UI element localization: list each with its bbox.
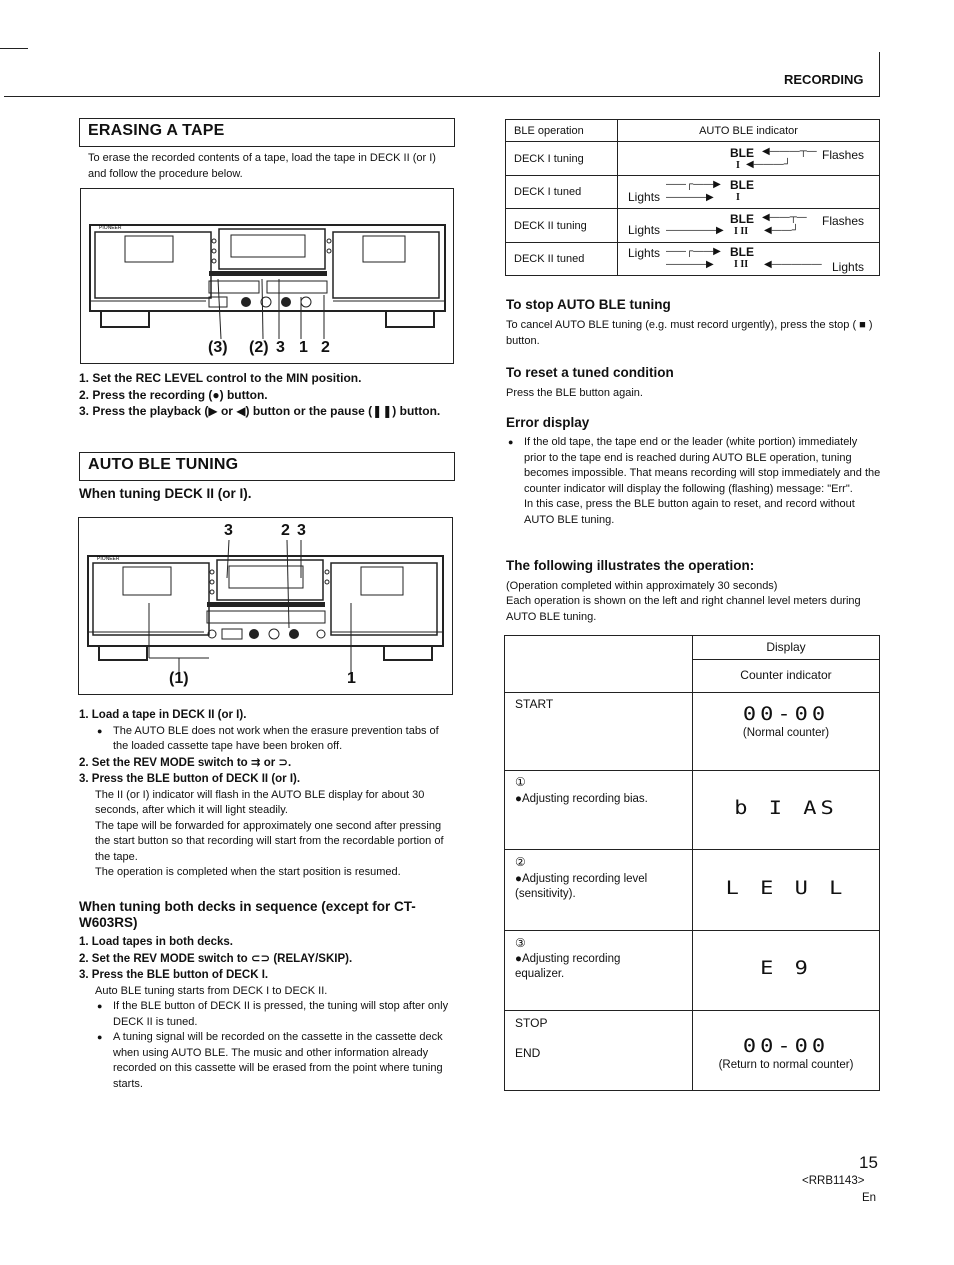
error-text-2: In this case, press the BLE button again to reset, and record without AUTO BLE tuning. xyxy=(524,498,855,526)
autoble-callout-1: 3 xyxy=(224,522,233,539)
ble-right-label: Flashes xyxy=(822,214,865,228)
erasing-steps xyxy=(79,370,459,420)
ble-word: BLE xyxy=(730,212,754,226)
ble-row-op: DECK I tuned xyxy=(506,176,618,209)
autoble-callout-4: (1) xyxy=(169,670,189,687)
autoble-title: AUTO BLE TUNING xyxy=(88,456,239,473)
autoble-step-3-text: The II (or I) indicator will flash in the AUTO BLE display for about 30 seconds, after which it will light steadily. xyxy=(95,788,425,816)
counter-segment-display: E 9 xyxy=(760,957,812,980)
operation-head-divider xyxy=(692,659,879,660)
counter-note: (Normal counter) xyxy=(742,727,830,739)
erasing-intro: To erase the recorded contents of a tape, load the tape in DECK II (or I) and follow the procedure below. xyxy=(88,152,436,180)
operation-row-1-desc: ●Adjusting recording bias. xyxy=(515,793,648,805)
both-step-2: 2. Set the REV MODE switch to ⊂⊃ (RELAY/SKIP). xyxy=(79,952,353,965)
ble-row xyxy=(506,176,880,209)
both-step-3: 3. Press the BLE button of DECK I. xyxy=(79,969,269,981)
autoble-callout-5: 1 xyxy=(347,670,356,687)
reset-text: Press the BLE button again. xyxy=(506,387,643,399)
ble-row-op: DECK II tuned xyxy=(506,243,618,276)
ble-arrow-icon: ————▶ xyxy=(666,259,714,270)
operation-title: The following illustrates the operation: xyxy=(506,558,755,573)
header-vertical-rule xyxy=(879,52,880,97)
autoble-subhead-1: When tuning DECK II (or I). xyxy=(79,486,252,501)
error-title: Error display xyxy=(506,415,590,430)
operation-head-display: Display xyxy=(766,640,806,654)
operation-row-start-display xyxy=(693,702,879,739)
counter-segment-display: 00-00 xyxy=(742,703,830,726)
autoble-callout-3: 3 xyxy=(297,522,306,539)
operation-row-end-label: END xyxy=(515,1046,541,1060)
diagram-brand: PIONEER xyxy=(99,225,122,231)
ble-right-label: Lights xyxy=(832,260,865,274)
erasing-diagram xyxy=(80,188,454,364)
operation-line-2: Each operation is shown on the left and right channel level meters during AUTO BLE tuning. xyxy=(506,595,861,623)
ble-deck: I II xyxy=(734,226,749,237)
operation-row-2-label: ② xyxy=(515,855,526,869)
autoble-step-1: 1. Load a tape in DECK II (or I). xyxy=(79,709,247,721)
ble-right-label: Flashes xyxy=(822,148,865,162)
operation-row-start-label: START xyxy=(515,697,554,711)
operation-row-3-desc: ●Adjusting recording equalizer. xyxy=(515,953,621,980)
ble-left-label: Lights xyxy=(628,246,661,260)
diagram-brand-2: PIONEER xyxy=(97,556,120,562)
erasing-step-2: 2. Press the recording (●) button. xyxy=(79,387,268,402)
operation-row-2-display xyxy=(693,876,879,901)
ble-arrow-icon: ——┌——▶ xyxy=(666,246,721,257)
operation-row-rule xyxy=(505,1010,879,1011)
operation-row-rule xyxy=(505,930,879,931)
ble-arrow-icon: ◀———┬— xyxy=(762,146,817,157)
erasing-title: ERASING A TAPE xyxy=(88,122,225,139)
language-code: En xyxy=(862,1192,877,1204)
ble-head-operation: BLE operation xyxy=(506,120,618,142)
counter-note: (Return to normal counter) xyxy=(718,1059,854,1071)
counter-segment-display: L E U L xyxy=(725,877,847,900)
ble-row xyxy=(506,142,880,176)
erasing-callout-4: 1 xyxy=(299,339,308,356)
autoble-step-3-text-2: The tape will be forwarded for approximately one second after pressing the start button so that recording will start from the recordable portion of the tape. xyxy=(95,819,444,863)
ble-row-ind xyxy=(618,142,880,176)
both-step-3-bullet-2: ● A tuning signal will be recorded on the cassette in the cassette deck when using AUTO BLE. The music and other information already recorded on this cassette will be erased from the point where tuning starts. xyxy=(95,1030,455,1092)
stop-title: To stop AUTO BLE tuning xyxy=(506,297,671,312)
ble-row-ind xyxy=(618,176,880,209)
operation-row-2-desc: ●Adjusting recording level (sensitivity). xyxy=(515,873,648,900)
counter-segment-display: 00-00 xyxy=(742,1035,830,1058)
ble-left-label: Lights xyxy=(628,190,661,204)
error-body xyxy=(506,435,882,528)
reset-title: To reset a tuned condition xyxy=(506,365,674,380)
erasing-callout-5: 2 xyxy=(321,339,330,356)
ble-arrow-icon: ◀——┘ xyxy=(764,225,799,236)
operation-row-stop-display xyxy=(693,1034,879,1071)
ble-row xyxy=(506,243,880,276)
autoble-step-3: 3. Press the BLE button of DECK II (or I). xyxy=(79,773,301,785)
ble-arrow-icon: ◀——┬— xyxy=(762,212,807,223)
header-section-label: RECORDING xyxy=(784,72,864,87)
ble-word: BLE xyxy=(730,146,754,160)
stop-text: To cancel AUTO BLE tuning (e.g. must record urgently), press the stop ( ■ ) button. xyxy=(506,319,873,347)
operation-line-1: (Operation completed within approximately 30 seconds) xyxy=(506,580,778,592)
operation-table xyxy=(504,635,880,1091)
operation-row-1-label: ① xyxy=(515,775,526,789)
autoble-steps xyxy=(79,707,455,881)
autoble-title-underline xyxy=(79,480,454,481)
both-step-3-text: Auto BLE tuning starts from DECK I to DECK II. xyxy=(95,984,328,997)
error-bullet: ● If the old tape, the tape end or the leader (white portion) immediately prior to the tape end is reached during AUTO BLE operation, tuning becomes impossible. That means recording will stop immediately and the counter indicator will display the following (flashing) message: "Err". xyxy=(506,435,882,497)
cassette-deck-illustration-2 xyxy=(79,518,452,694)
header-rule-top-left xyxy=(0,48,28,49)
ble-row-ind xyxy=(618,243,880,276)
ble-row xyxy=(506,209,880,243)
operation-row-3-label: ③ xyxy=(515,936,526,950)
ble-arrow-icon: ————▶ xyxy=(666,192,714,203)
erasing-step-1: 1. Set the REC LEVEL control to the MIN position. xyxy=(79,371,362,385)
ble-arrow-icon: ◀————— xyxy=(764,259,822,270)
erasing-callout-2: (2) xyxy=(249,339,269,356)
autoble-subhead-2: When tuning both decks in sequence (except for CT-W603RS) xyxy=(79,899,416,930)
header-rule xyxy=(4,96,880,97)
ble-row-ind xyxy=(618,209,880,243)
autoble-both-steps xyxy=(79,934,455,1092)
autoble-step-1-bullet: ● The AUTO BLE does not work when the erasure prevention tabs of the loaded cassette tape have been broken off. xyxy=(95,724,455,755)
erasing-step-3: 3. Press the playback (▶ or ◀) button or the pause (❚❚) button. xyxy=(79,404,441,418)
ble-word: BLE xyxy=(730,245,754,259)
ble-left-label: Lights xyxy=(628,223,661,237)
both-step-1: 1. Load tapes in both decks. xyxy=(79,936,234,948)
autoble-step-3-text-3: The operation is completed when the start position is resumed. xyxy=(95,866,401,878)
ble-row-op: DECK II tuning xyxy=(506,209,618,243)
ble-row-op: DECK I tuning xyxy=(506,142,618,176)
operation-row-rule xyxy=(505,770,879,771)
operation-row-3-display xyxy=(693,956,879,981)
both-step-3-bullet-1: ● If the BLE button of DECK II is pressed, the tuning will stop after only DECK II is tuned. xyxy=(95,999,455,1030)
counter-segment-display: b I AS xyxy=(734,797,838,820)
cassette-deck-illustration xyxy=(81,189,453,363)
operation-row-rule xyxy=(505,692,879,693)
autoble-step-2: 2. Set the REV MODE switch to ⇉ or ⊃. xyxy=(79,756,292,769)
ble-deck: I xyxy=(736,192,740,203)
operation-row-1-display xyxy=(693,796,879,821)
ble-head-indicator: AUTO BLE indicator xyxy=(618,120,880,142)
operation-head-counter: Counter indicator xyxy=(740,668,832,682)
ble-word: BLE xyxy=(730,178,754,192)
ble-deck: I xyxy=(736,160,740,171)
ble-arrow-icon: ——┌——▶ xyxy=(666,179,721,190)
erasing-title-underline xyxy=(79,146,454,147)
operation-row-rule xyxy=(505,849,879,850)
ble-arrow-icon: ◀———┘ xyxy=(746,159,791,170)
autoble-diagram xyxy=(78,517,453,695)
page-number: 15 xyxy=(859,1153,878,1172)
doc-code: <RRB1143> xyxy=(802,1175,865,1187)
ble-deck: I II xyxy=(734,259,749,270)
erasing-callout-1: (3) xyxy=(208,339,228,356)
ble-arrow-icon: —————▶ xyxy=(666,225,724,236)
ble-table-header xyxy=(506,120,880,142)
operation-row-stop-label: STOP xyxy=(515,1016,548,1030)
erasing-callout-3: 3 xyxy=(276,339,285,356)
autoble-callout-2: 2 xyxy=(281,522,290,539)
ble-indicator-table xyxy=(505,119,880,276)
